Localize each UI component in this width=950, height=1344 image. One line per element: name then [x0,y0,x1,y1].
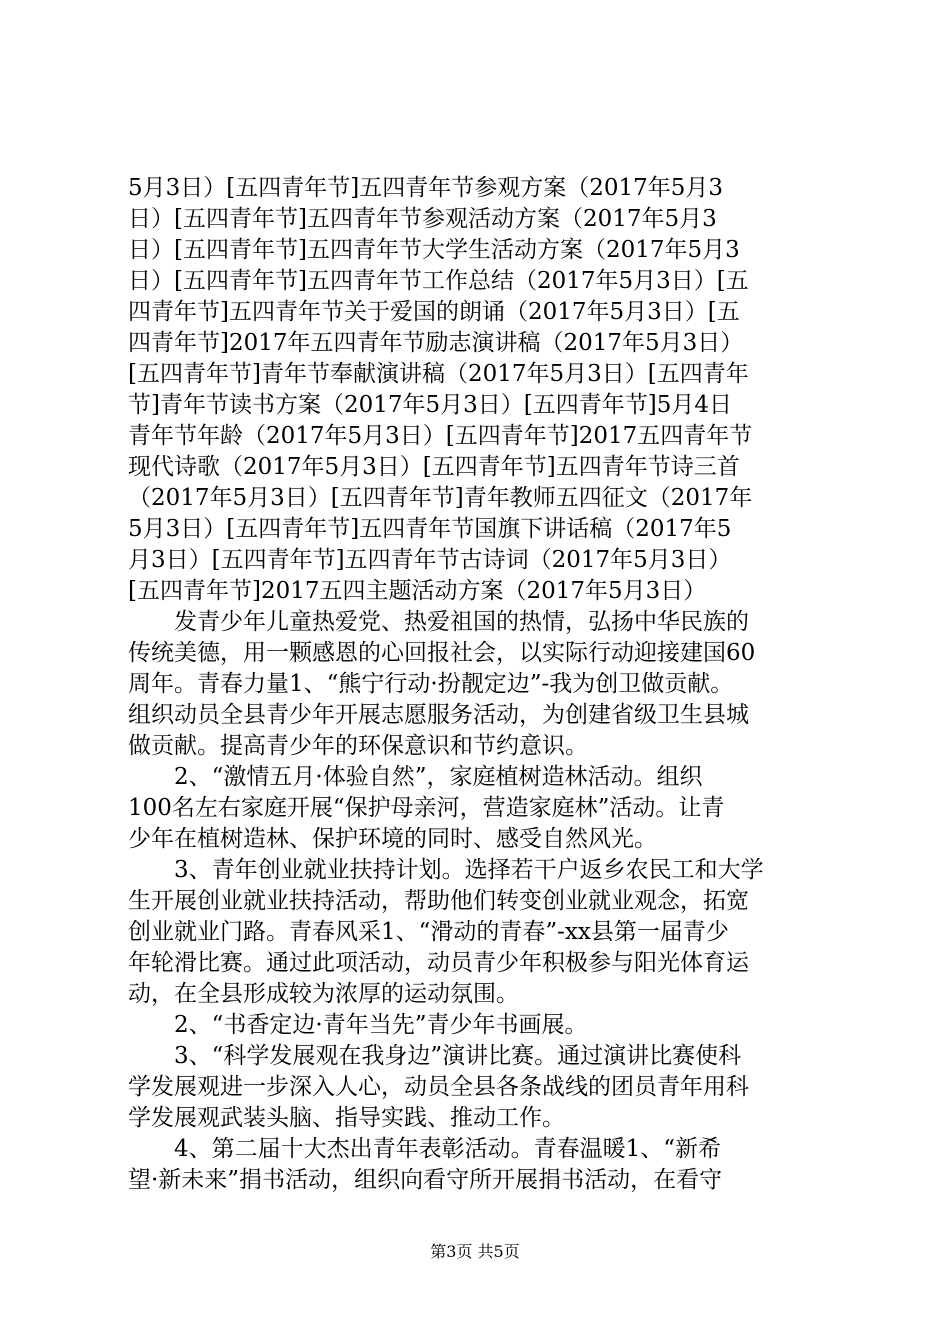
text-line: 学发展观武装头脑、指导实践、推动工作。 [128,1105,565,1131]
text-line: 生开展创业就业扶持活动，帮助他们转变创业就业观念，拓宽 [128,888,749,914]
text-line: 四青年节]2017年五四青年节励志演讲稿（2017年5月3日） [128,330,744,356]
text-line: 现代诗歌（2017年5月3日）[五四青年节]五四青年节诗三首 [128,454,740,480]
text-line: 传统美德，用一颗感恩的心回报社会，以实际行动迎接建国60 [128,640,756,666]
text-line: 100名左右家庭开展“保护母亲河，营造家庭林”活动。让青 [128,795,725,821]
text-line: 少年在植树造林、保护环境的同时、感受自然风光。 [128,826,657,852]
paragraph-start-line: 3、“科学发展观在我身边”演讲比赛。通过演讲比赛使科 [128,1043,742,1069]
text-line: 四青年节]五四青年节关于爱国的朗诵（2017年5月3日）[五 [128,299,740,325]
text-line: [五四青年节]青年节奉献演讲稿（2017年5月3日）[五四青年 [128,361,749,387]
text-line: 5月3日）[五四青年节]五四青年节国旗下讲话稿（2017年5 [128,516,732,542]
text-line: 组织动员全县青少年开展志愿服务活动，为创建省级卫生县城 [128,702,749,728]
paragraph-start-line: 2、“激情五月·体验自然”，家庭植树造林活动。组织 [128,764,703,790]
page-number-footer: 第3页 共5页 [430,1242,520,1261]
text-line: 5月3日）[五四青年节]五四青年节参观方案（2017年5月3 [128,175,724,201]
text-line: [五四青年节]2017五四主题活动方案（2017年5月3日） [128,578,707,604]
text-line: 日）[五四青年节]五四青年节大学生活动方案（2017年5月3 [128,237,740,263]
text-line: 日）[五四青年节]五四青年节参观活动方案（2017年5月3 [128,206,717,232]
text-line: 日）[五四青年节]五四青年节工作总结（2017年5月3日）[五 [128,268,749,294]
text-line: 学发展观进一步深入人心，动员全县各条战线的团员青年用科 [128,1074,749,1100]
text-line: 节]青年节读书方案（2017年5月3日）[五四青年节]5月4日 [128,392,732,418]
text-line: 望·新未来”捐书活动，组织向看守所开展捐书活动，在看守 [128,1167,723,1193]
paragraph-start-line: 2、“书香定边·青年当先”青少年书画展。 [128,1012,588,1038]
text-line: 做贡献。提高青少年的环保意识和节约意识。 [128,733,588,759]
text-line: 创业就业门路。青春风采1、“滑动的青春”-xx县第一届青少 [128,919,729,945]
text-line: 青年节年龄（2017年5月3日）[五四青年节]2017五四青年节 [128,423,753,449]
paragraph-start-line: 发青少年儿童热爱党、热爱祖国的热情，弘扬中华民族的 [128,609,749,635]
text-line: （2017年5月3日）[五四青年节]青年教师五四征文（2017年 [128,485,753,511]
text-line: 月3日）[五四青年节]五四青年节古诗词（2017年5月3日） [128,547,732,573]
text-line: 年轮滑比赛。通过此项活动，动员青少年积极参与阳光体育运 [128,950,749,976]
text-line: 动，在全县形成较为浓厚的运动氛围。 [128,981,519,1007]
paragraph-start-line: 4、第二届十大杰出青年表彰活动。青春温暖1、“新希 [128,1136,722,1162]
document-body [128,173,828,1196]
text-line: 周年。青春力量1、“熊宁行动·扮靓定边”-我为创卫做贡献。 [128,671,734,697]
paragraph-start-line: 3、青年创业就业扶持计划。选择若干户返乡农民工和大学 [128,857,764,883]
